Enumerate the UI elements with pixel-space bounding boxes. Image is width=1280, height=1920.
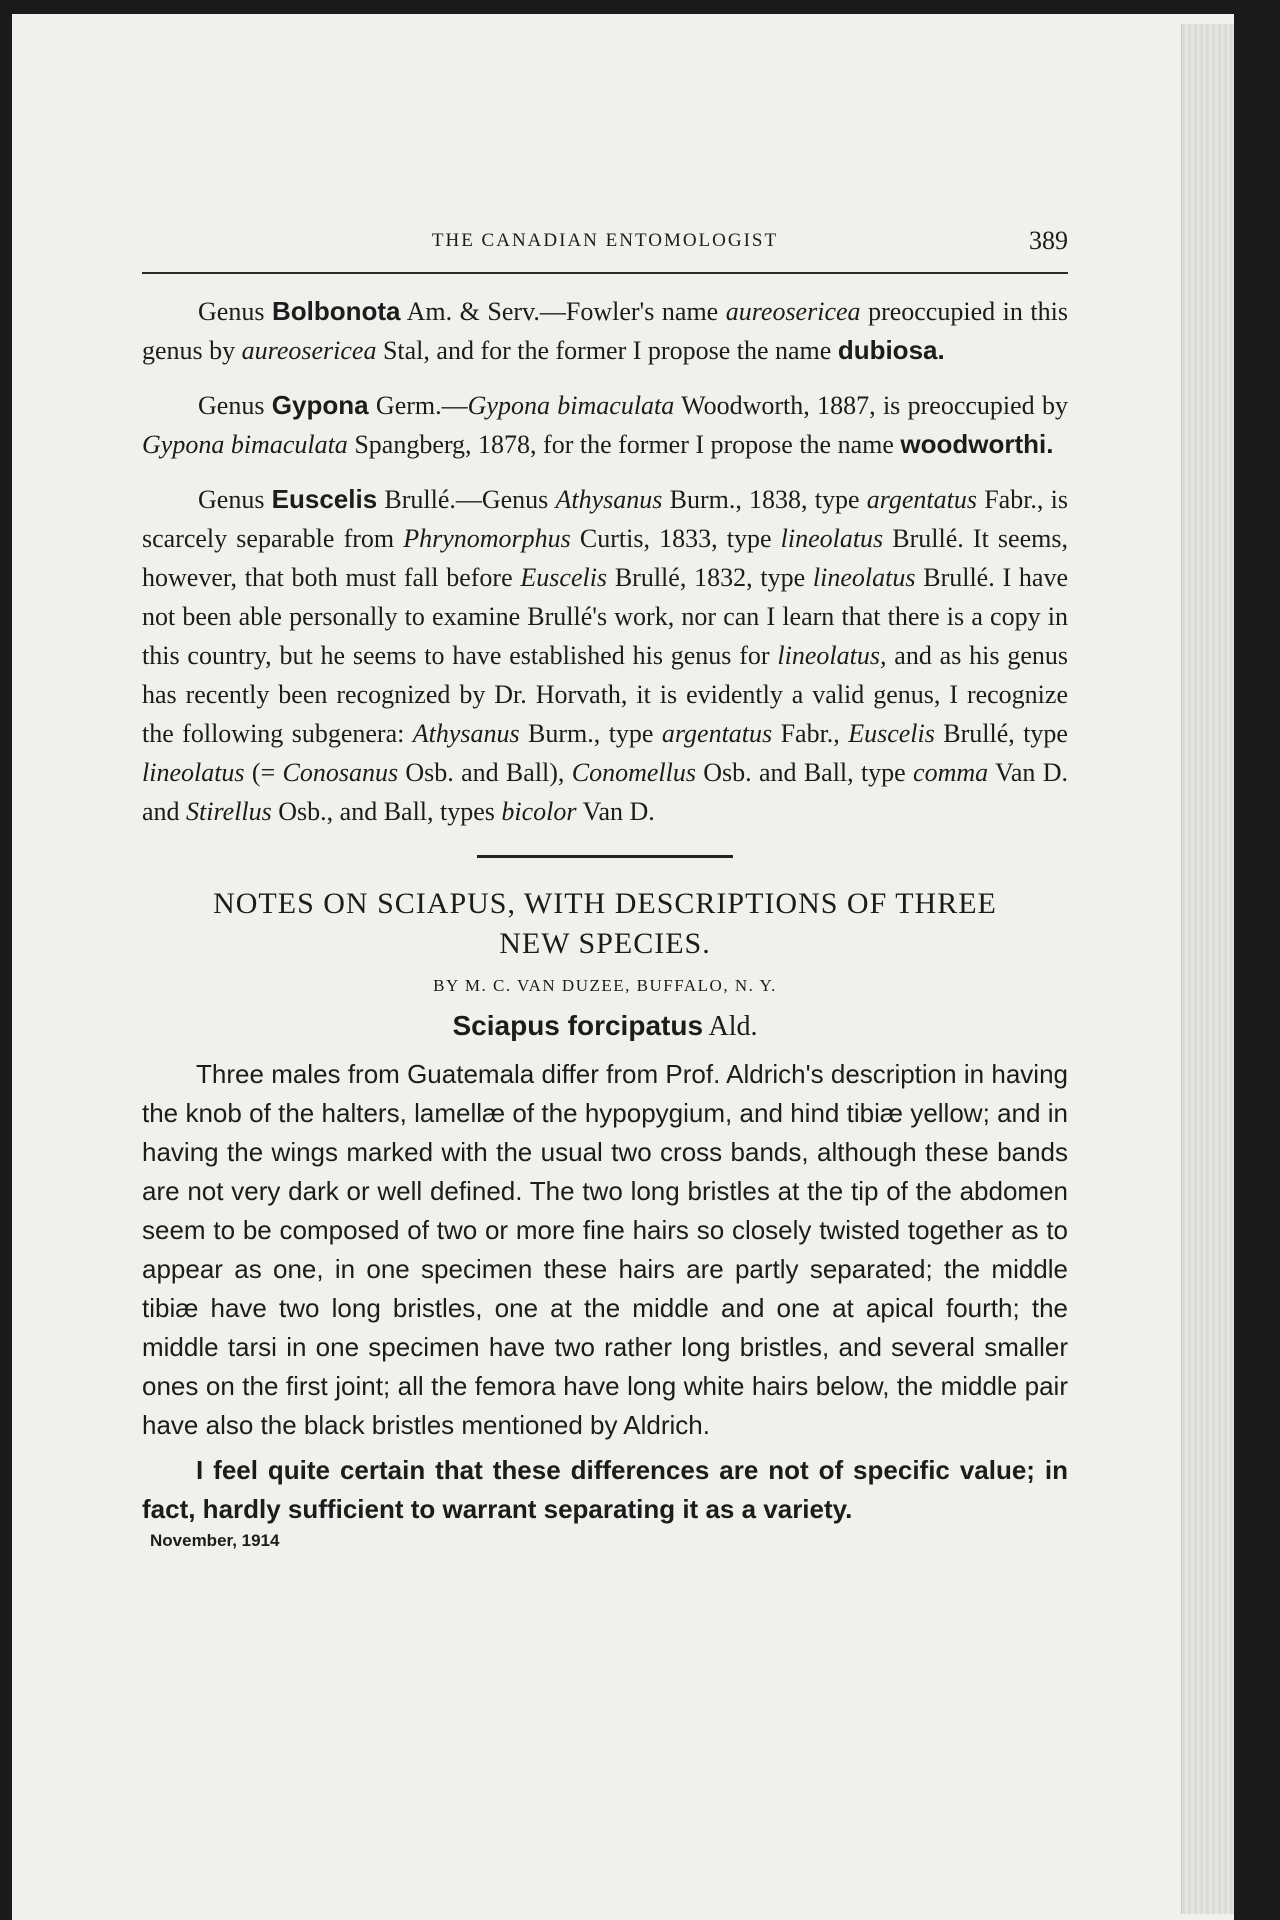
dateline: November, 1914: [150, 1531, 280, 1550]
page-content: [142, 226, 1068, 1551]
genus-name: Euscelis: [271, 484, 378, 514]
paragraph-euscelis: Genus Euscelis Brullé.—Genus Athysanus Burm., 1838, type argentatus Fabr., is scarcely separable from Phrynomorphus Curtis, 1833, type lineolatus Brullé. It seems, however, that both must fall before Euscelis Brullé, 1832, type lineolatus Brullé. I have not been able personally to examine Brullé's work, nor can I learn that there is a copy in this country, but he seems to have established his genus for lineolatus, and as his genus has recently been recognized by Dr. Horvath, it is evidently a valid genus, I recognize the following subgenera: Athysanus Burm., type argentatus Fabr., Euscelis Brullé, type lineolatus (= Conosanus Osb. and Ball), Conomellus Osb. and Ball, type comma Van D. and Stirellus Osb., and Ball, types bicolor Van D.: [142, 484, 1068, 826]
running-head: [142, 226, 1068, 266]
article-title-line-2: NEW SPECIES.: [499, 927, 711, 960]
article-title-line-1: NOTES ON SCIAPUS, WITH DESCRIPTIONS OF THREE: [213, 887, 997, 920]
header-rule: [142, 272, 1068, 274]
new-name: woodworthi.: [900, 429, 1054, 459]
species-name: Sciapus forcipatus: [452, 1010, 704, 1041]
paragraph-description: Three males from Guatemala differ from Prof. Aldrich's description in having the knob of the halters, lamellæ of the hypopygium, and hind tibiæ yellow; and in having the wings marked with the usual two cross bands, although these bands are not very dark or well defined. The two long bristles at the tip of the abdomen seem to be composed of two or more fine hairs so closely twisted together as to appear as one, in one specimen these hairs are partly separated; the middle tibiæ have two long bristles, one at the middle and one at apical fourth; the middle tarsi in one specimen have two rather long bristles, and several smaller ones on the first joint; all the femora have long white hairs below, the middle pair have also the black bristles mentioned by Aldrich.: [142, 1059, 1068, 1440]
page-number: 389: [1029, 226, 1068, 255]
article-title: [142, 884, 1068, 964]
genus-name: Bolbonota: [271, 296, 401, 326]
byline: BY M. C. VAN DUZEE, BUFFALO, N. Y.: [433, 976, 777, 995]
paragraph-gypona: Genus Gypona Germ.—Gypona bimaculata Woodworth, 1887, is preoccupied by Gypona bimaculata Spangberg, 1878, for the former I propose the name woodworthi.: [142, 390, 1069, 459]
species-author: Ald.: [703, 1011, 758, 1042]
paragraph-bolbonota: Genus Bolbonota Am. & Serv.—Fowler's name aureosericea preoccupied in this genus by aureosericea Stal, and for the former I propose the name dubiosa.: [142, 296, 1068, 365]
book-page: [12, 14, 1234, 1920]
new-name: dubiosa.: [837, 335, 945, 365]
species-heading: [142, 1010, 1068, 1043]
page-edge: [1181, 24, 1234, 1914]
paragraph-conclusion: I feel quite certain that these differences are not of specific value; in fact, hardly sufficient to warrant separating it as a variety.: [142, 1455, 1068, 1524]
section-separator: [477, 855, 733, 858]
running-title: THE CANADIAN ENTOMOLOGIST: [431, 230, 779, 251]
genus-name: Gypona: [271, 390, 369, 420]
